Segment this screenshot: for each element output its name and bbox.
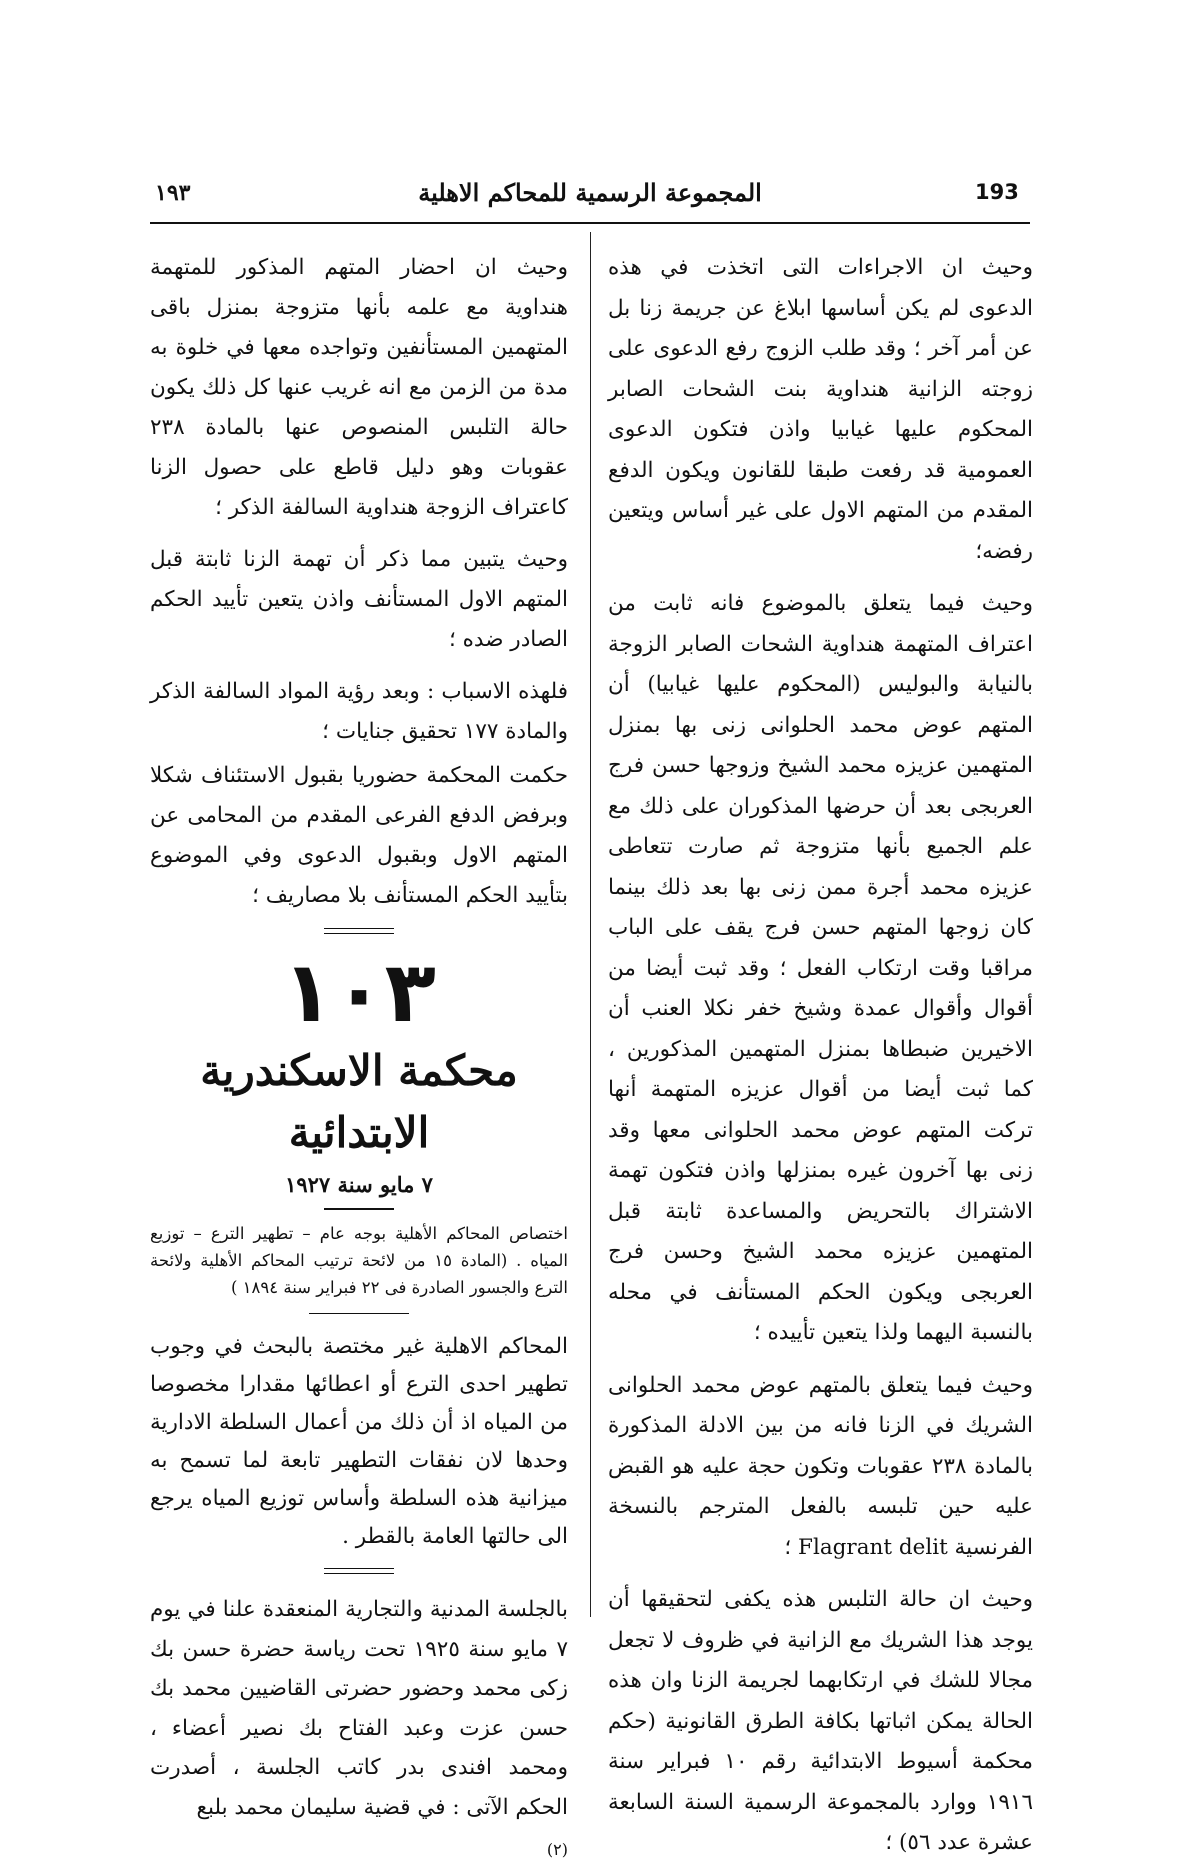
- paragraph: وحيث يتبين مما ذكر أن تهمة الزنا ثابتة قبل المتهم الاول المستأنف واذن يتعين تأييد الحكم الصادر ضده ؛: [150, 547, 568, 652]
- page-number-latin: 193: [975, 180, 1019, 204]
- section-divider: [324, 928, 394, 934]
- case-date: ٧ مايو سنة ١٩٢٧: [285, 1172, 433, 1197]
- court-name: محكمة الاسكندرية الابتدائية: [200, 1046, 518, 1157]
- court-session-preamble: بالجلسة المدنية والتجارية المنعقدة علنا في يوم ٧ مايو سنة ١٩٢٥ تحت رياسة حضرة حسن بك زكى محمد وحضور حضرتى القاضيين محمد بك حسن عزت وعبد الفتاح بك نصير أعضاء ، ومحمد افندى بدر كاتب الجلسة ، أصدرت الحكم الآتى : في قضية سليمان محمد بلبع: [150, 1597, 568, 1820]
- running-title: المجموعة الرسمية للمحاكم الاهلية: [418, 178, 762, 207]
- footnote-marker: (٢): [546, 1840, 568, 1859]
- paragraph: حكمت المحكمة حضوريا بقبول الاستئناف شكلا وبرفض الدفع الفرعى المقدم من المحامى عن المتهم الاول وبقبول الدعوى وفي الموضوع بتأييد الحكم المستأنف بلا مصاريف ؛: [150, 763, 568, 908]
- paragraph: وحيث ان الاجراءات التى اتخذت في هذه الدعوى لم يكن أساسها ابلاغ عن جريمة زنا بل عن أمر آخر ؛ وقد طلب الزوج رفع الدعوى على زوجته الزانية هنداوية بنت الشحات الصابر المحكوم عليها غيابيا واذن فتكون الدعوى العمومية قد رفعت طبقا للقانون ويكون الدفع المقدم من المتهم الاول على غير أساس ويتعين رفضه؛: [608, 255, 1033, 564]
- date-rule: [324, 1208, 394, 1210]
- paragraph: فلهذه الاسباب : وبعد رؤية المواد السالفة الذكر والمادة ١٧٧ تحقيق جنايات ؛: [150, 679, 568, 744]
- paragraph: وحيث ان احضار المتهم المذكور للمتهمة هنداوية مع علمه بأنها متزوجة بمنزل باقى المتهمين المستأنفين وتواجده معها في خلوة به مدة من الزمن مع انه غريب عنها كل ذلك يكون حالة التلبس المنصوص عنها بالمادة ٢٣٨ عقوبات وهو دليل قاطع على حصول الزنا كاعتراف الزوجة هنداوية السالفة الذكر ؛: [150, 255, 568, 520]
- subjects-rule: [309, 1313, 409, 1314]
- column-separator: [590, 232, 591, 1617]
- page-number-arabic: ١٩٣: [155, 180, 191, 206]
- left-column: [150, 248, 568, 1861]
- paragraph: وحيث فيما يتعلق بالمتهم عوض محمد الحلوانى الشريك في الزنا فانه من بين الادلة المذكورة بالمادة ٢٣٨ عقوبات وتكون حجة عليه هو القبض عليه حين تلبسه بالفعل المترجم بالنسخة الفرنسية Flagrant delit ؛: [608, 1372, 1033, 1560]
- paragraph: وحيث ان حالة التلبس هذه يكفى لتحقيقها أن يوجد هذا الشريك مع الزانية في ظروف لا تجعل مجالا للشك في ارتكابهما لجريمة الزنا وان هذه الحالة يمكن اثباتها بكافة الطرق القانونية (حكم محكمة أسيوط الابتدائية رقم ١٠ فبراير سنة ١٩١٦ ووارد بالمجموعة الرسمية السنة السابعة عشرة عدد ٥٦) ؛: [608, 1587, 1033, 1855]
- case-number: ١٠٣: [282, 943, 436, 1041]
- right-column: [608, 248, 1033, 1864]
- header-rule: [150, 222, 1030, 224]
- case-summary: المحاكم الاهلية غير مختصة بالبحث في وجوب تطهير احدى الترع أو اعطائها مقدارا مخصوصا من المياه اذ أن ذلك من أعمال السلطة الادارية وحدها لان نفقات التطهير تابعة لما تسمح به ميزانية هذه السلطة وأساس توزيع المياه يرجع الى حالتها العامة بالقطر .: [150, 1334, 568, 1549]
- paragraph: وحيث فيما يتعلق بالموضوع فانه ثابت من اعتراف المتهمة هنداوية الشحات الصابر الزوجة بالنيابة والبوليس (المحكوم عليها غيابيا) أن المتهم عوض محمد الحلوانى زنى بها بمنزل المتهمين عزيزه محمد الشيخ وزوجها حسن فرج العربجى بعد أن حرضها المذكوران على ذلك مع علم الجميع بأنها متزوجة ثم صارت تتعاطى عزيزه محمد أجرة ممن زنى بها بعد ذلك بينما كان زوجها المتهم حسن فرج يقف على الباب مراقبا وقت ارتكاب الفعل ؛ وقد ثبت أيضا من أقوال وأقوال عمدة وشيخ خفر نكلا العنب أن الاخيرين ضبطاها بمنزل المتهمين المذكورين ، كما ثبت أيضا من أقوال عزيزه المتهمة أنها تركت المتهم عوض محمد الحلوانى معها وقد زنى بها آخرون غيره بمنزلها واذن فتكون تهمة الاشتراك بالتحريض والمساعدة ثابتة قبل المتهمين عزيزه محمد الشيخ وحسن فرج العربجى ويكون الحكم المستأنف في محله بالنسبة اليهما ولذا يتعين تأييده ؛: [608, 591, 1033, 1345]
- section-divider: [324, 1568, 394, 1574]
- case-subjects: اختصاص المحاكم الأهلية بوجه عام – تطهير الترع – توزيع المياه . (المادة ١٥ من لائحة ترتيب المحاكم الأهلية ولائحة الترع والجسور الصادرة فى ٢٢ فبراير سنة ١٨٩٤ ): [150, 1224, 568, 1297]
